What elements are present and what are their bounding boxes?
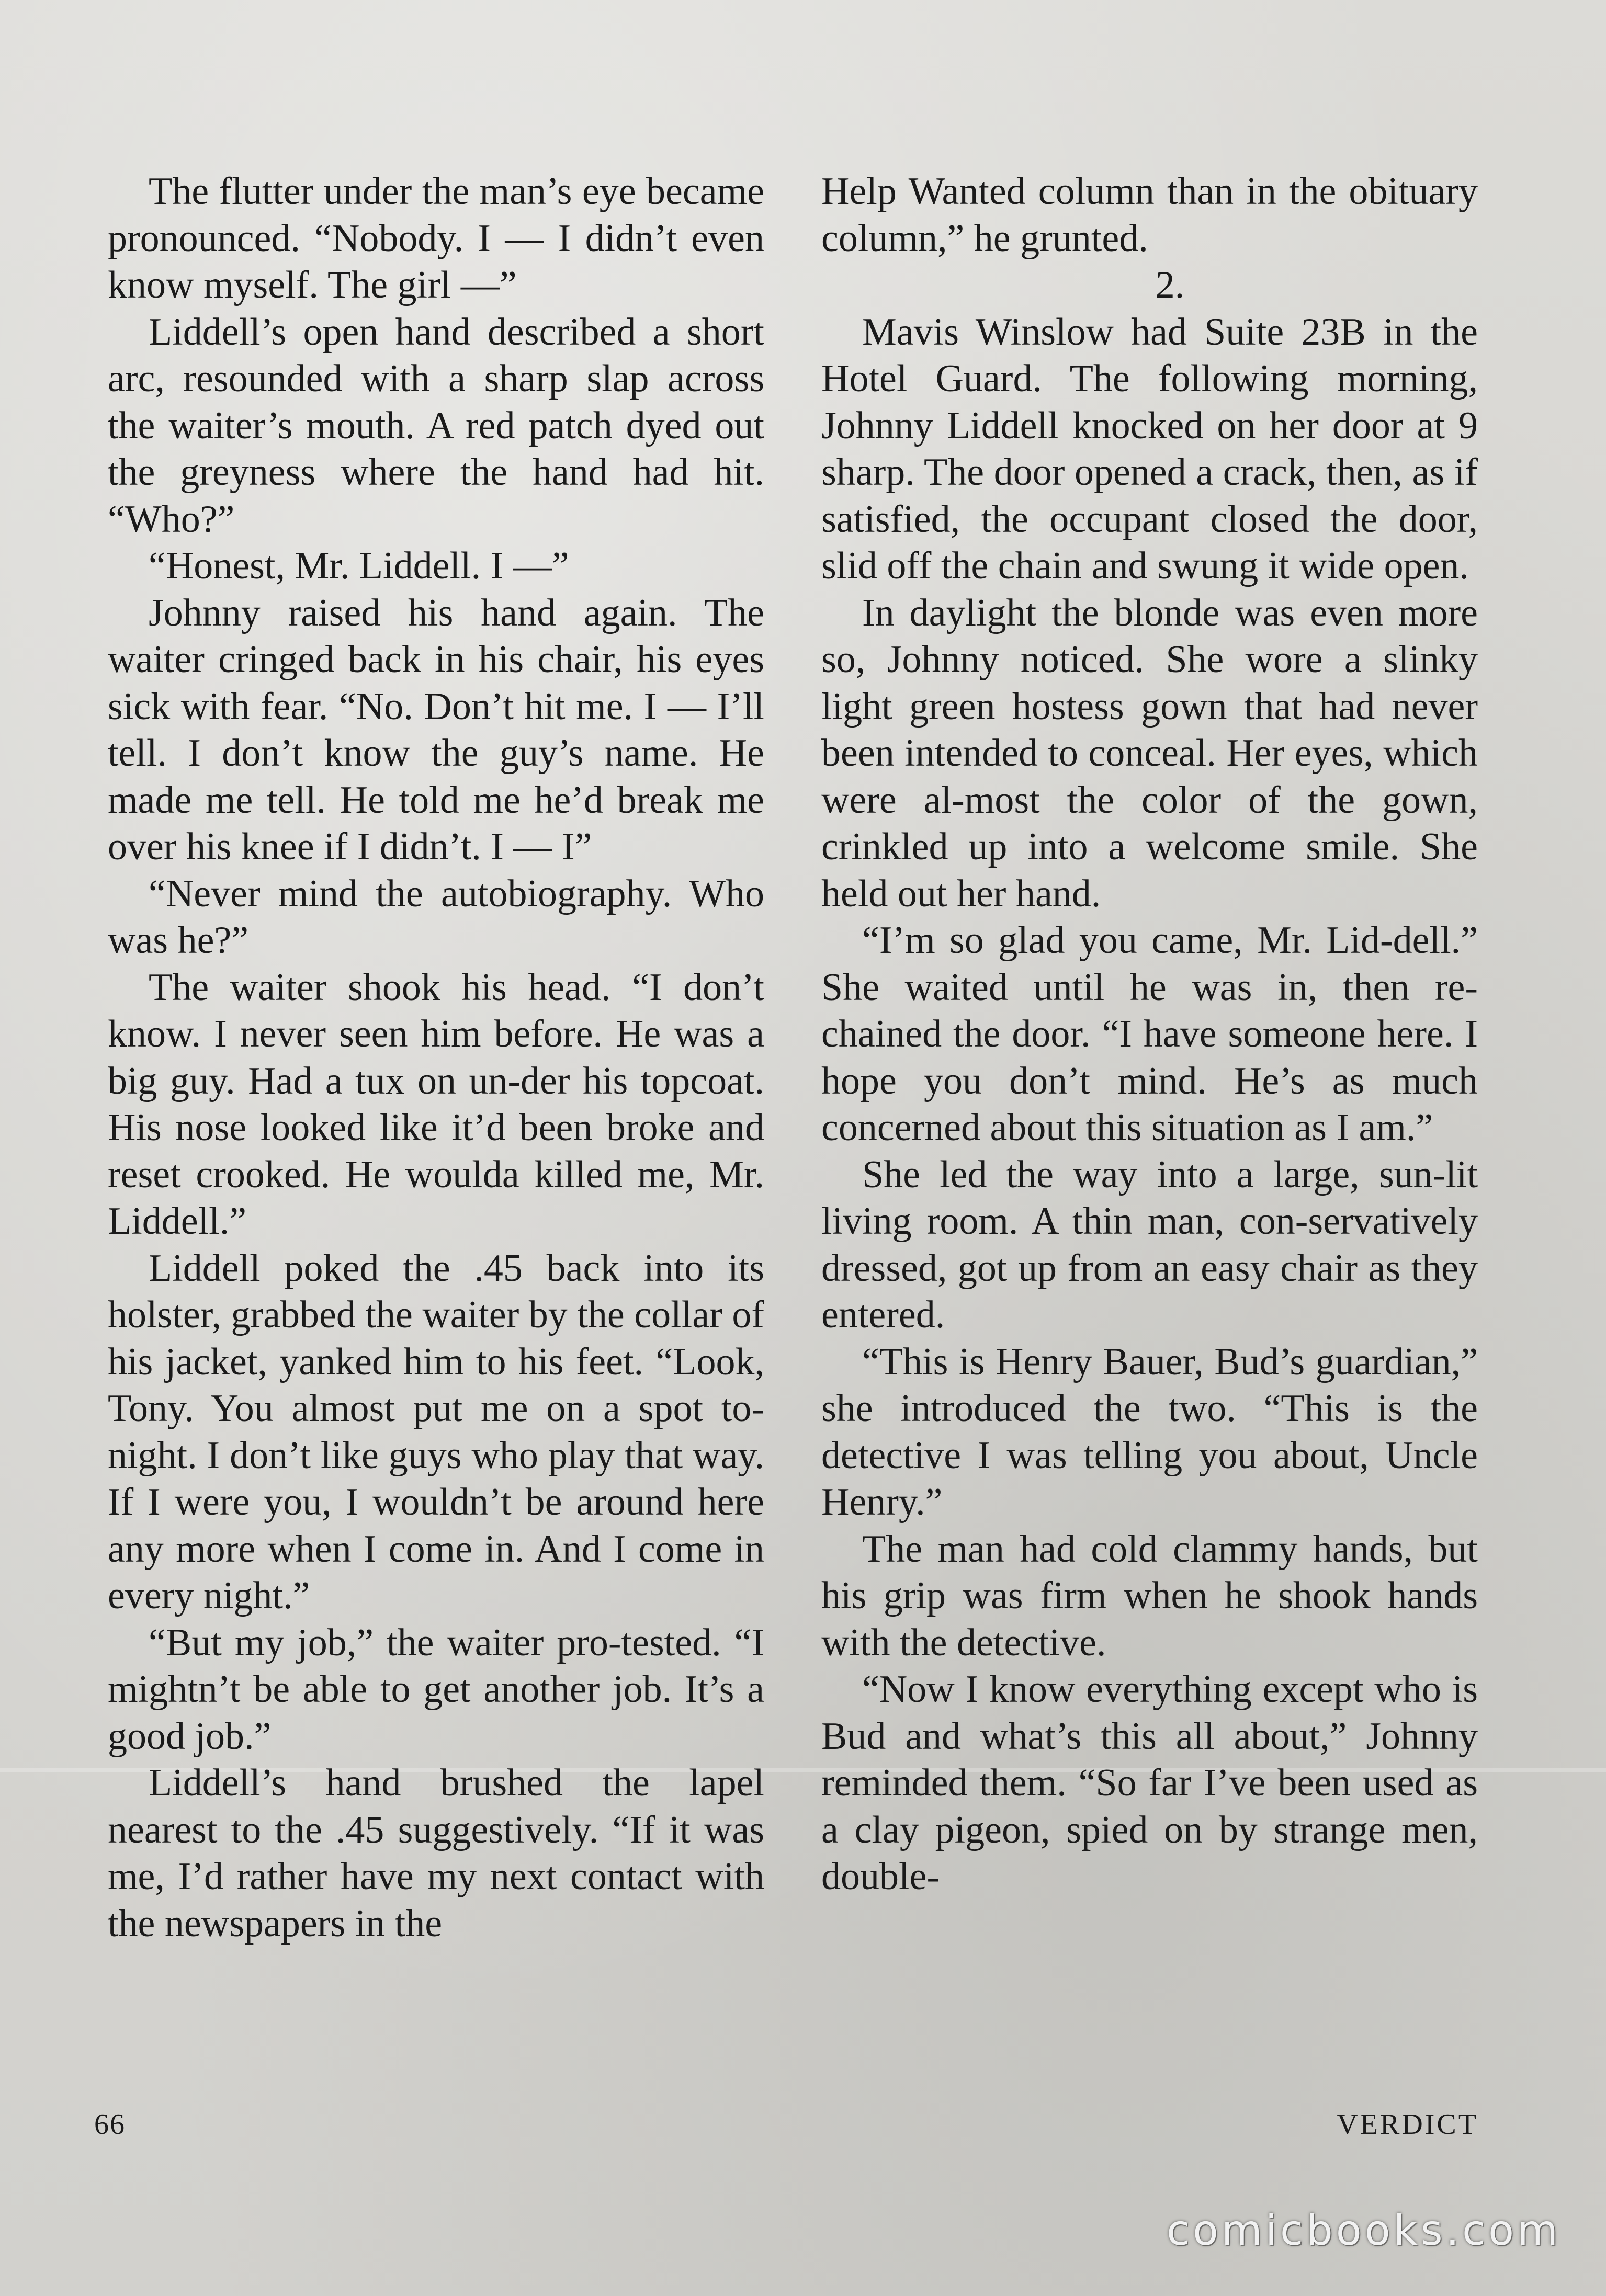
paragraph: “Now I know everything except who is Bud and what’s this all about,” Johnny reminded them. “So far I’ve been used as a clay pigeon, spied on by strange men, double-: [821, 1668, 1478, 1898]
right-text-column: [821, 168, 1478, 1901]
paragraph: She led the way into a large, sun-lit living room. A thin man, con-servatively dressed, got up from an easy chair as they entered.: [821, 1153, 1478, 1336]
paragraph: Liddell poked the .45 back into its holster, grabbed the waiter by the collar of his jacket, yanked him to his feet. “Look, Tony. You almost put me on a spot to-night. I don’t like guys who play that way. If I were you, I wouldn’t be around here any more when I come in. And I come in every night.”: [108, 1246, 764, 1617]
page-number: 66: [94, 2108, 126, 2141]
paragraph: Liddell’s open hand described a short arc, resounded with a sharp slap across the waiter’s mouth. A red patch dyed out the greyness where the hand had hit. “Who?”: [108, 310, 764, 541]
paragraph: Johnny raised his hand again. The waiter cringed back in his chair, his eyes sick with fear. “No. Don’t hit me. I — I’ll tell. I don’t know the guy’s name. He made me tell. He told me he’d break me over his knee if I didn’t. I — I”: [108, 591, 764, 868]
paragraph-continuation: Help Wanted column than in the obituary column,” he grunted.: [821, 170, 1478, 260]
paragraph: “Never mind the autobiography. Who was he?”: [108, 872, 764, 962]
paragraph: “This is Henry Bauer, Bud’s guardian,” she introduced the two. “This is the detective I was telling you about, Uncle Henry.”: [821, 1340, 1478, 1524]
section-number: 2.: [1155, 264, 1185, 306]
paragraph: “But my job,” the waiter pro-tested. “I mightn’t be able to get another job. It’s a good job.”: [108, 1621, 764, 1758]
running-head: VERDICT: [1337, 2108, 1478, 2141]
paragraph: In daylight the blonde was even more so, Johnny noticed. She wore a slinky light green hostess gown that had never been intended to conceal. Her eyes, which were al-most the color of the gown, crinkled up into a welcome smile. She held out her hand.: [821, 591, 1478, 915]
paragraph: “I’m so glad you came, Mr. Lid-dell.” She waited until he was in, then re-chained the door. “I have someone here. I hope you don’t mind. He’s as much concerned about this situation as I am.”: [821, 919, 1478, 1149]
paragraph: Mavis Winslow had Suite 23B in the Hotel Guard. The following morning, Johnny Liddell knocked on her door at 9 sharp. The door opened a crack, then, as if satisfied, the occupant closed the door, slid off the chain and swung it wide open.: [821, 310, 1478, 587]
paragraph: “Honest, Mr. Liddell. I —”: [149, 544, 569, 587]
paragraph: The man had cold clammy hands, but his grip was firm when he shook hands with the detective.: [821, 1527, 1478, 1664]
paragraph: Liddell’s hand brushed the lapel nearest to the .45 suggestively. “If it was me, I’d rather have my next contact with the newspapers in the: [108, 1761, 764, 1945]
paragraph: The waiter shook his head. “I don’t know. I never seen him before. He was a big guy. Had a tux on un-der his topcoat. His nose looked like it’d been broke and reset crooked. He woulda killed me, Mr. Liddell.”: [108, 965, 764, 1243]
left-text-column: [108, 168, 764, 1947]
paragraph: The flutter under the man’s eye became pronounced. “Nobody. I — I didn’t even know myself. The girl —”: [108, 170, 764, 306]
watermark-logo: comicbooks.com: [1166, 2206, 1561, 2255]
